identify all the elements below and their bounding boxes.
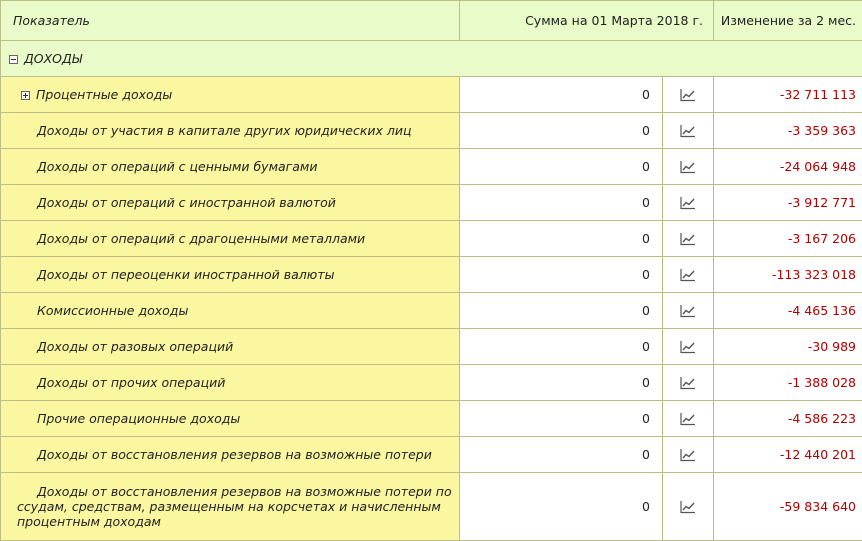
table-row[interactable] — [1, 257, 862, 293]
chart-icon[interactable] — [680, 88, 696, 102]
row-name: Доходы от операций с ценными бумагами — [37, 159, 317, 174]
row-name: Доходы от восстановления резервов на возможные потери по ссудам, средствам, размещенным на корсчетах и начисленным процентным доходам — [17, 484, 452, 529]
row-name-cell — [1, 185, 460, 221]
row-change: -1 388 028 — [714, 365, 862, 401]
row-name-cell — [1, 221, 460, 257]
row-chart-button[interactable] — [663, 329, 714, 365]
row-value: 0 — [460, 77, 663, 113]
row-chart-button[interactable] — [663, 401, 714, 437]
row-name: Доходы от переоценки иностранной валюты — [37, 267, 334, 282]
column-header-change[interactable]: Изменение за 2 мес. — [714, 1, 862, 41]
row-chart-button[interactable] — [663, 293, 714, 329]
collapse-icon[interactable] — [9, 55, 18, 64]
row-chart-button[interactable] — [663, 473, 714, 541]
chart-icon[interactable] — [680, 448, 696, 462]
row-name: Доходы от прочих операций — [37, 375, 225, 390]
row-name: Процентные доходы — [36, 87, 172, 102]
row-value: 0 — [460, 401, 663, 437]
chart-icon[interactable] — [680, 268, 696, 282]
chart-icon[interactable] — [680, 196, 696, 210]
row-name: Доходы от операций с драгоценными металлами — [37, 231, 365, 246]
section-label: ДОХОДЫ — [24, 51, 82, 66]
table-row[interactable] — [1, 365, 862, 401]
row-change: -32 711 113 — [714, 77, 862, 113]
column-header-name[interactable]: Показатель — [1, 1, 460, 41]
chart-icon[interactable] — [680, 376, 696, 390]
row-value: 0 — [460, 473, 663, 541]
chart-icon[interactable] — [680, 124, 696, 138]
row-change: -4 586 223 — [714, 401, 862, 437]
row-change: -24 064 948 — [714, 149, 862, 185]
row-name-cell — [1, 437, 460, 473]
chart-icon[interactable] — [680, 412, 696, 426]
row-chart-button[interactable] — [663, 257, 714, 293]
table-row[interactable] — [1, 77, 862, 113]
table-row[interactable] — [1, 113, 862, 149]
expand-icon[interactable] — [21, 91, 30, 100]
row-name: Комиссионные доходы — [37, 303, 188, 318]
row-change: -3 359 363 — [714, 113, 862, 149]
row-name: Доходы от восстановления резервов на возможные потери — [37, 447, 432, 462]
table-row[interactable] — [1, 221, 862, 257]
table-row[interactable] — [1, 293, 862, 329]
row-value: 0 — [460, 365, 663, 401]
row-value: 0 — [460, 293, 663, 329]
row-value: 0 — [460, 329, 663, 365]
chart-icon[interactable] — [680, 304, 696, 318]
table-row[interactable] — [1, 329, 862, 365]
row-name: Прочие операционные доходы — [37, 411, 240, 426]
section-row-income[interactable] — [1, 41, 862, 77]
row-name-cell — [1, 257, 460, 293]
row-name-cell — [1, 149, 460, 185]
row-chart-button[interactable] — [663, 221, 714, 257]
row-change: -4 465 136 — [714, 293, 862, 329]
row-name-cell — [1, 329, 460, 365]
row-change: -12 440 201 — [714, 437, 862, 473]
row-change: -3 167 206 — [714, 221, 862, 257]
row-chart-button[interactable] — [663, 437, 714, 473]
row-name-cell — [1, 293, 460, 329]
chart-icon[interactable] — [680, 232, 696, 246]
row-name-cell — [1, 365, 460, 401]
row-change: -30 989 — [714, 329, 862, 365]
row-change: -113 323 018 — [714, 257, 862, 293]
row-value: 0 — [460, 113, 663, 149]
row-chart-button[interactable] — [663, 365, 714, 401]
table-row[interactable] — [1, 401, 862, 437]
row-name: Доходы от участия в капитале других юридических лиц — [37, 123, 412, 138]
chart-icon[interactable] — [680, 160, 696, 174]
row-chart-button[interactable] — [663, 77, 714, 113]
table-row[interactable] — [1, 437, 862, 473]
table-row[interactable] — [1, 185, 862, 221]
row-name: Доходы от разовых операций — [37, 339, 233, 354]
row-change: -3 912 771 — [714, 185, 862, 221]
row-name-cell — [1, 473, 460, 541]
row-value: 0 — [460, 221, 663, 257]
table-row[interactable] — [1, 473, 862, 541]
table-header — [1, 1, 862, 41]
row-chart-button[interactable] — [663, 149, 714, 185]
chart-icon[interactable] — [680, 500, 696, 514]
row-name-cell — [1, 401, 460, 437]
row-value: 0 — [460, 437, 663, 473]
row-chart-button[interactable] — [663, 113, 714, 149]
row-name-cell — [1, 77, 460, 113]
row-name: Доходы от операций с иностранной валютой — [37, 195, 336, 210]
table-row[interactable] — [1, 149, 862, 185]
row-name-cell — [1, 113, 460, 149]
chart-icon[interactable] — [680, 340, 696, 354]
table-body — [1, 77, 862, 541]
row-value: 0 — [460, 257, 663, 293]
row-value: 0 — [460, 185, 663, 221]
row-change: -59 834 640 — [714, 473, 862, 541]
column-header-sum[interactable]: Сумма на 01 Марта 2018 г. — [460, 1, 714, 41]
row-value: 0 — [460, 149, 663, 185]
row-chart-button[interactable] — [663, 185, 714, 221]
